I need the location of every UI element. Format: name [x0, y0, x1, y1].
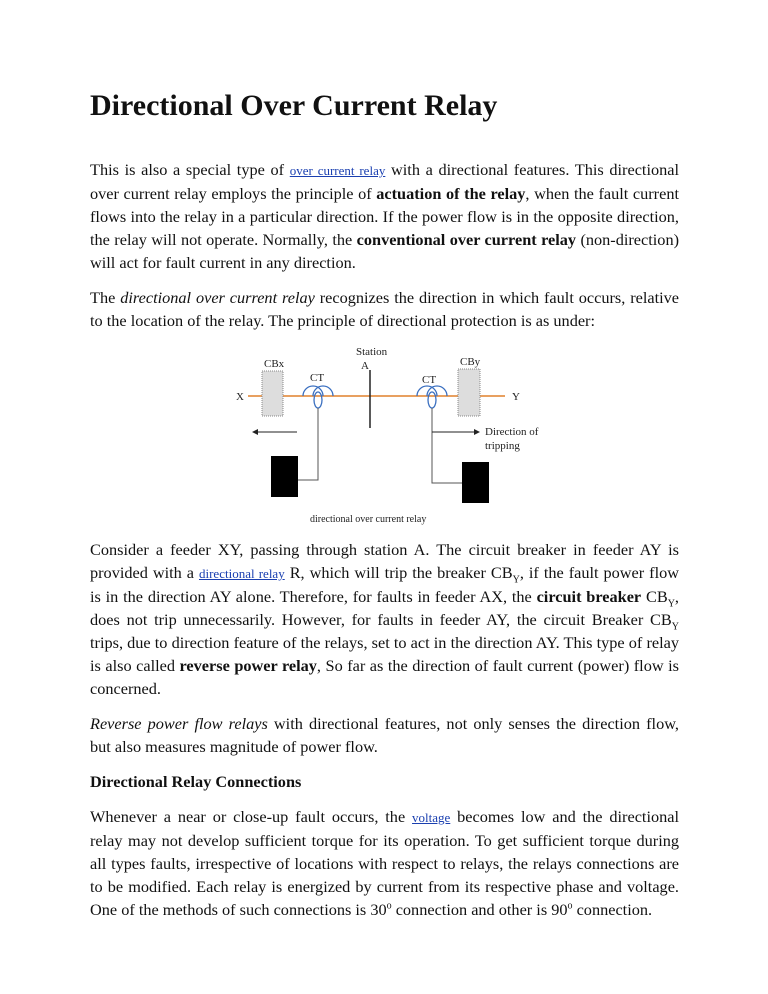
text: This is also a special type of	[90, 160, 290, 179]
label-cbx: CBx	[264, 358, 285, 370]
italic-text: Reverse power flow relays	[90, 714, 268, 733]
text: R, which will trip the breaker CB	[284, 563, 513, 582]
text: (non-direction) will act for fault current in any direction.	[90, 230, 680, 272]
text: CB	[641, 587, 668, 606]
text: The	[90, 288, 121, 307]
diagram-caption: directional over current relay	[310, 514, 427, 525]
section-heading: Directional Relay Connections	[90, 772, 302, 791]
left-arrowhead-icon	[252, 429, 258, 435]
right-relay-wire	[432, 408, 462, 483]
superscript: o	[386, 900, 392, 912]
label-x: X	[236, 391, 244, 403]
intro-paragraph	[90, 158, 679, 274]
text: trips, due to direction feature of the relays, set to act in the direction AY. This type of relay is also called	[90, 633, 679, 675]
page-title: Directional Over Current Relay	[90, 89, 498, 122]
text: with directional features, not only senses the direction flow, but also measures magnitude of power flow.	[90, 714, 679, 756]
text: connection and other is 90	[391, 900, 568, 919]
label-cby: CBy	[460, 356, 481, 368]
bold-text: reverse power relay	[179, 656, 317, 675]
directional-relay-diagram	[230, 344, 550, 534]
over-current-relay-link[interactable]: over current relay	[289, 163, 386, 178]
text: Consider a feeder XY, passing through station A. The circuit breaker in feeder AY is provided with a	[90, 540, 679, 582]
subscript: Y	[512, 574, 520, 586]
label-y: Y	[512, 391, 520, 403]
cbx-breaker	[262, 371, 283, 416]
subscript: Y	[671, 621, 679, 633]
text: connection.	[572, 900, 653, 919]
superscript: o	[567, 900, 573, 912]
voltage-link[interactable]: voltage	[412, 810, 451, 825]
feeder-paragraph	[90, 538, 679, 700]
label-station: Station	[356, 346, 388, 358]
right-relay	[462, 462, 489, 503]
text: , So far as the direction of fault current (power) flow is concerned.	[90, 656, 679, 698]
principle-paragraph	[90, 286, 679, 332]
text: Whenever a near or close-up fault occurs, the	[90, 807, 413, 826]
label-direction: Direction of	[485, 426, 539, 438]
cby-breaker	[458, 369, 480, 416]
label-ct-right: CT	[422, 374, 437, 386]
text: , if the fault power flow is in the direction AY alone. Therefore, for faults in feeder AX, the	[90, 563, 680, 606]
text: becomes low and the directional relay may not develop sufficient torque for its operation. To get sufficient torque during all types faults, irrespective of locations with respect to relays, the relays connections are to be modified. Each relay is energized by current from its respective phase and voltage. One of the methods of such connections is 30	[90, 807, 679, 919]
text: with a directional features. This directional over current relay employs the principle of	[90, 160, 680, 203]
text: , when the fault current flows into the relay in a particular direction. If the power flow is in the opposite direction, the relay will not operate. Normally, the	[90, 184, 679, 249]
italic-text: directional over current relay	[120, 288, 315, 307]
text: , does not trip unnecessarily. However, for faults in feeder AY, the circuit Breaker CB	[90, 587, 679, 629]
directional-relay-link[interactable]: directional relay	[198, 566, 285, 581]
label-tripping: tripping	[485, 440, 520, 452]
left-relay	[271, 456, 298, 497]
subscript: Y	[667, 598, 675, 610]
label-a: A	[361, 360, 369, 372]
connections-paragraph	[90, 805, 679, 921]
bold-text: actuation of the relay	[376, 184, 526, 203]
bold-text: conventional over current relay	[356, 230, 577, 249]
text: recognizes the direction in which fault occurs, relative to the location of the relay. The principle of directional protection is as under:	[90, 288, 680, 330]
trip-arrowhead-icon	[474, 429, 480, 435]
reverse-power-paragraph	[90, 712, 679, 758]
label-ct-left: CT	[310, 372, 325, 384]
left-relay-wire	[298, 408, 318, 480]
bold-text: circuit breaker	[536, 587, 642, 606]
